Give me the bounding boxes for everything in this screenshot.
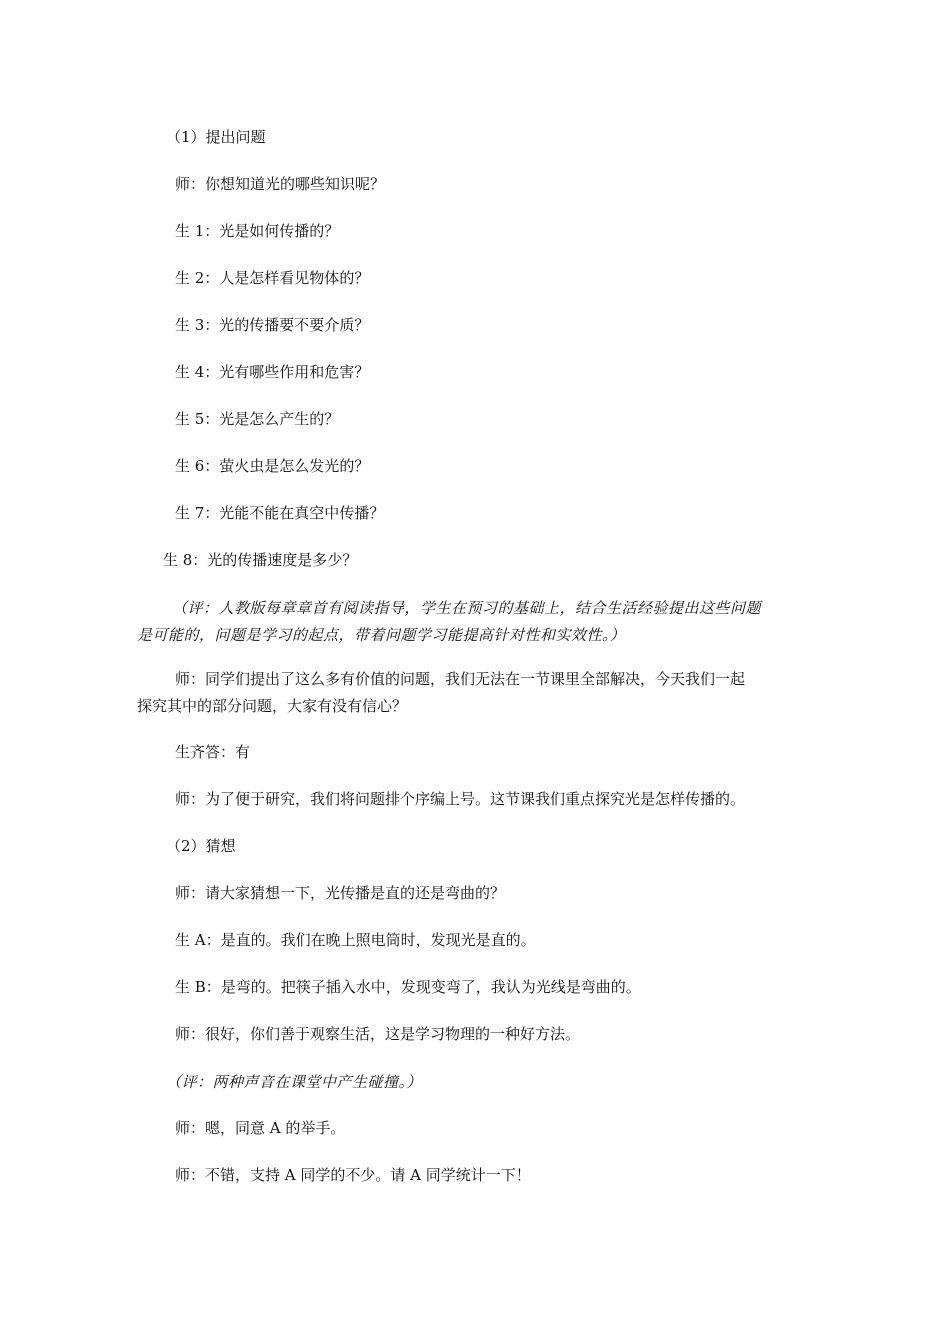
comment-line: （评：两种声音在课堂中产生碰撞。） [166,1073,423,1091]
paragraph-line: 生 A：是直的。我们在晚上照电筒时，发现光是直的。 [175,931,536,949]
paragraph-line: 师：很好，你们善于观察生活，这是学习物理的一种好方法。 [175,1025,581,1043]
paragraph-line: 探究其中的部分问题，大家有没有信心？ [137,697,408,715]
paragraph-line: 师：不错，支持 A 同学的不少。请 A 同学统计一下！ [175,1166,531,1184]
paragraph-line: 生 8：光的传播速度是多少？ [163,551,358,569]
paragraph-line: 生 4：光有哪些作用和危害？ [175,363,370,381]
paragraph-line: 生 3：光的传播要不要介质？ [175,316,370,334]
section-heading-2: （2）猜想 [166,837,236,855]
paragraph-line: 生 7：光能不能在真空中传播？ [175,504,385,522]
section-heading-1: （1）提出问题 [166,128,266,146]
paragraph-line: 生齐答：有 [175,743,251,761]
comment-line: 是可能的，问题是学习的起点，带着问题学习能提高针对性和实效性。） [137,626,626,644]
paragraph-line: 师：嗯，同意 A 的举手。 [175,1119,346,1137]
paragraph-line: 师：你想知道光的哪些知识呢？ [175,175,386,193]
paragraph-line: 师：请大家猜想一下，光传播是直的还是弯曲的？ [175,884,506,902]
paragraph-line: 师：为了便于研究，我们将问题排个序编上号。这节课我们重点探究光是怎样传播的。 [175,790,746,808]
paragraph-line: 师：同学们提出了这么多有价值的问题，我们无法在一节课里全部解决，今天我们一起 [175,670,746,688]
paragraph-line: 生 5：光是怎么产生的？ [175,410,340,428]
paragraph-line: 生 6：萤火虫是怎么发光的？ [175,457,370,475]
comment-line: （评：人教版每章章首有阅读指导，学生在预习的基础上，结合生活经验提出这些问题 [172,599,762,617]
paragraph-line: 生 1：光是如何传播的？ [175,222,340,240]
paragraph-line: 生 B：是弯的。把筷子插入水中，发现变弯了，我认为光线是弯曲的。 [175,978,641,996]
paragraph-line: 生 2：人是怎样看见物体的？ [175,269,370,287]
